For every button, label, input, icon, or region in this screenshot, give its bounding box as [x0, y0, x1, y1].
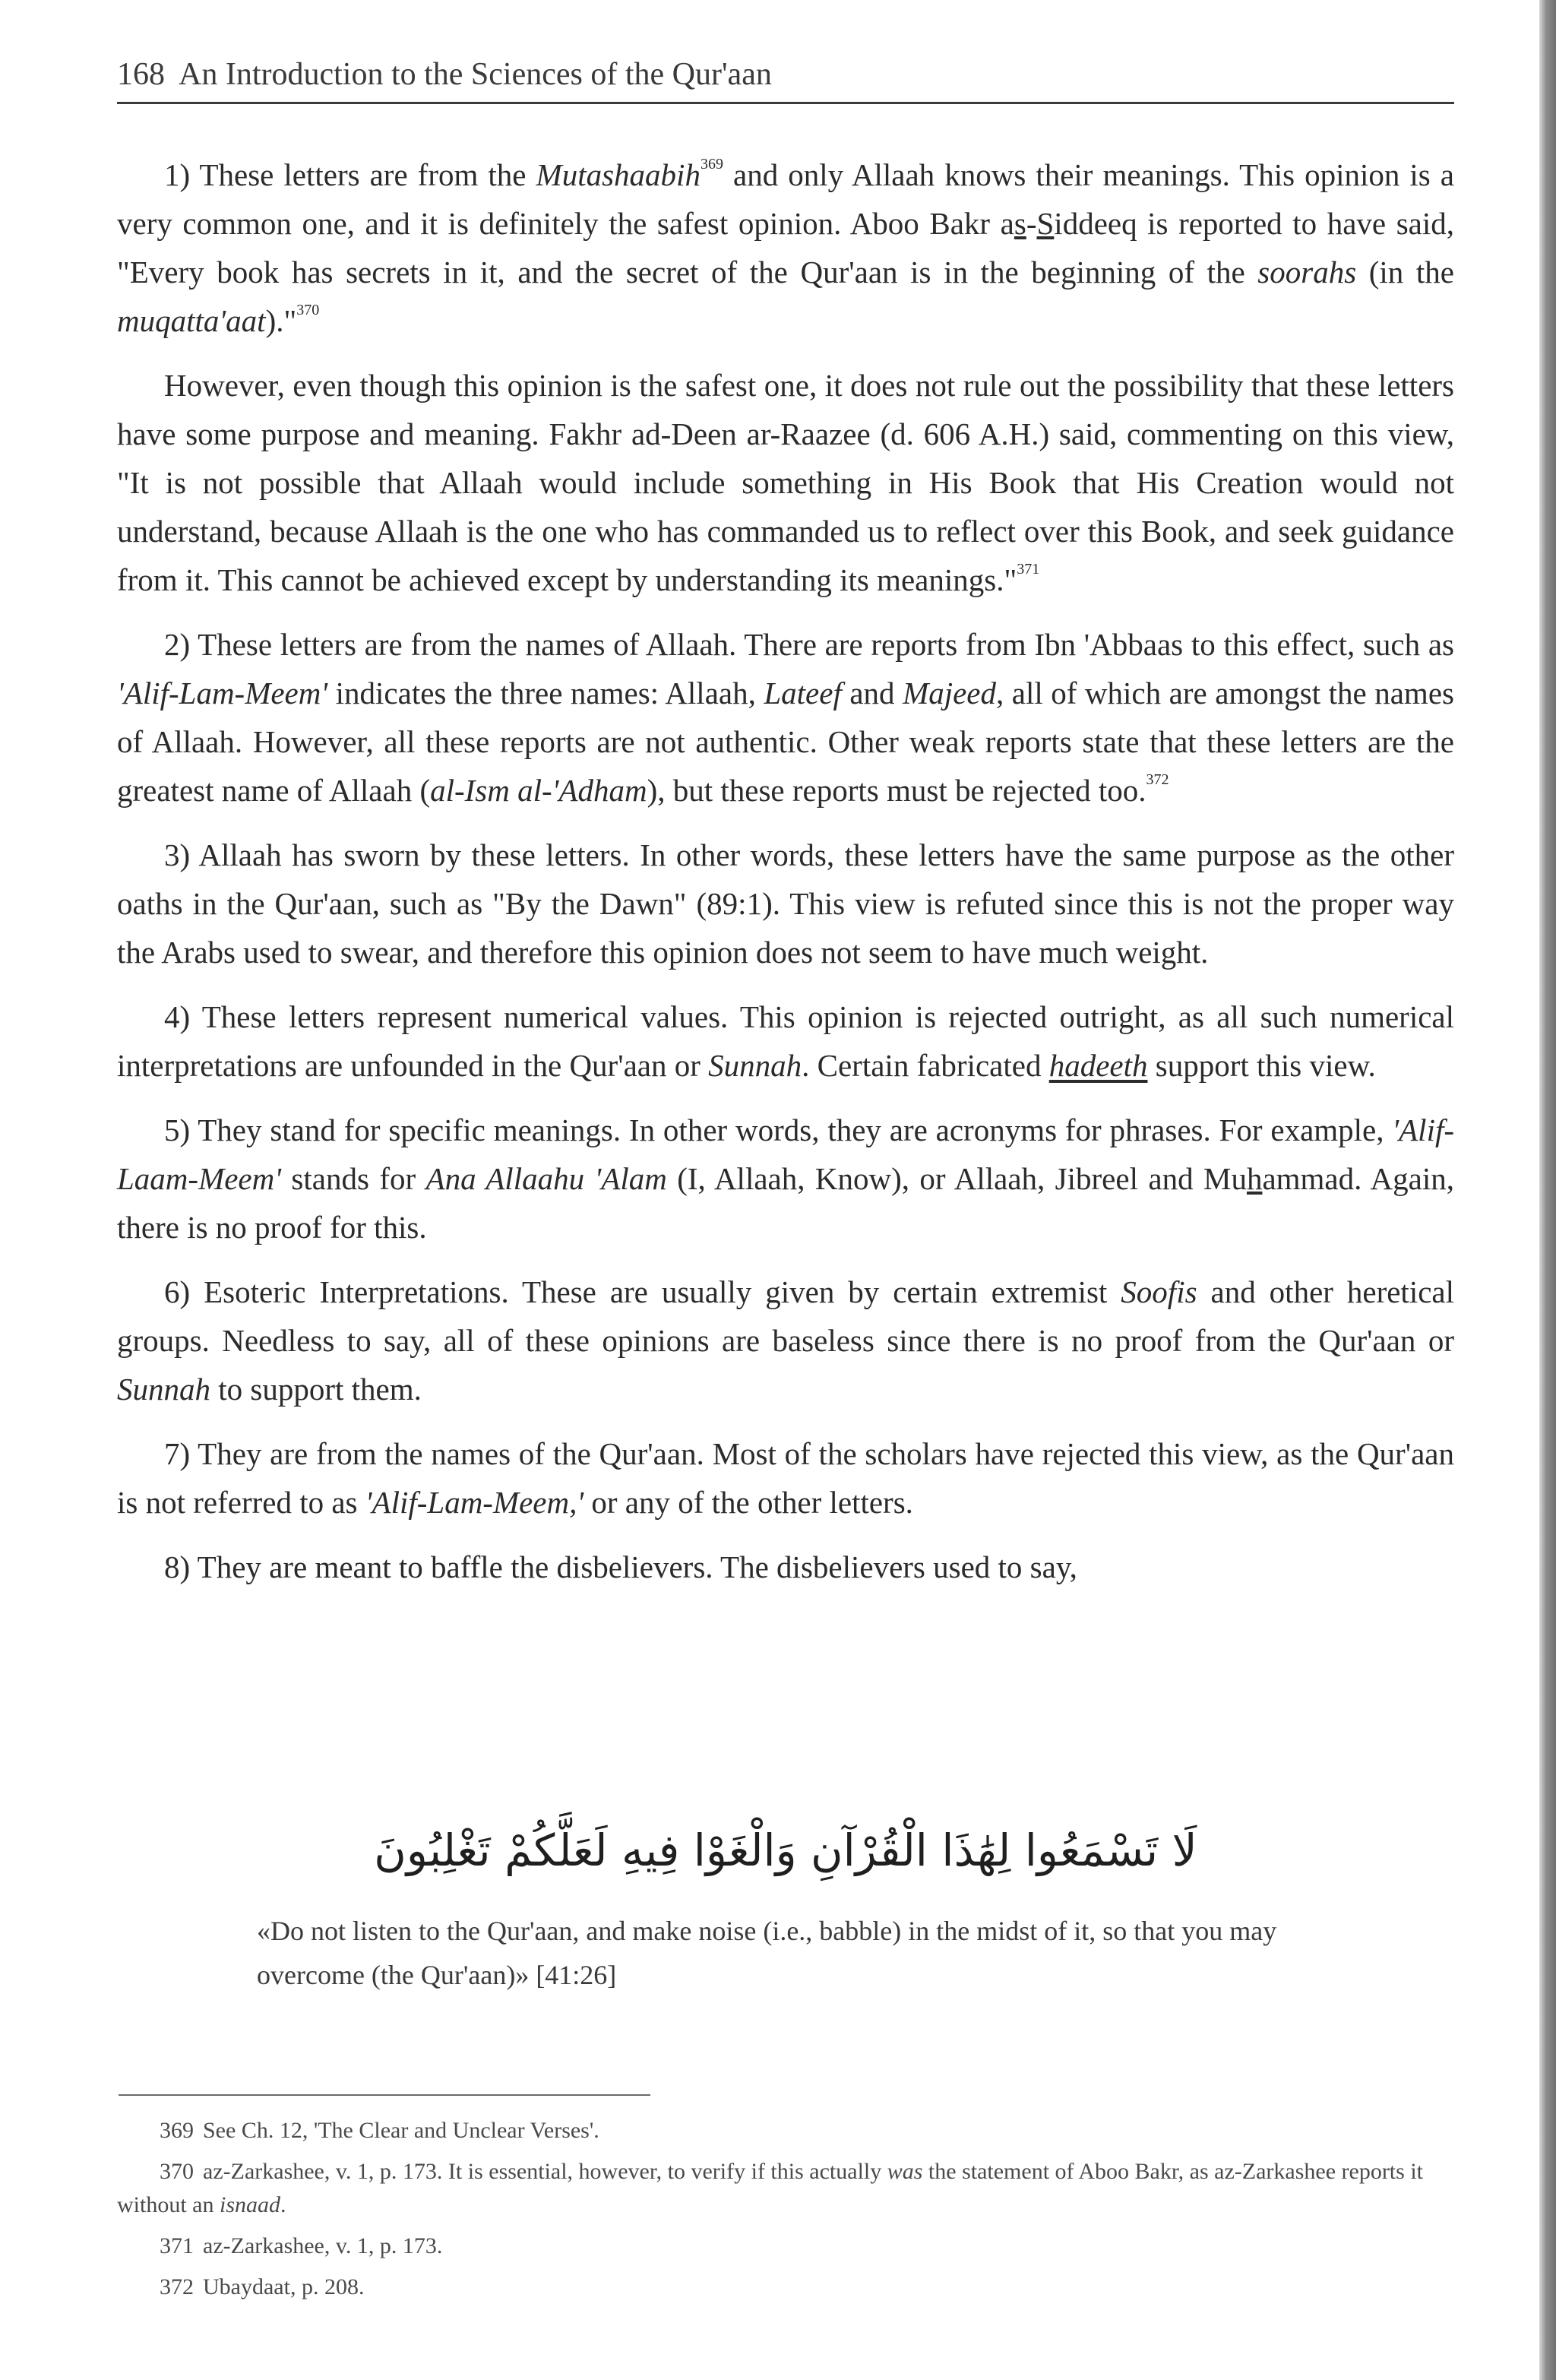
term-sunnah: Sunnah	[708, 1048, 802, 1083]
paragraph-7	[117, 1268, 1454, 1413]
text-run: support this view.	[1147, 1048, 1376, 1083]
footnote-ref-370[interactable]: 370	[296, 302, 320, 318]
text-run: and other heretical groups. Needless to say, all of these opinions are baseless since there is no proof from the Qur'aan or	[117, 1274, 1455, 1358]
footnote-number: 372	[160, 2274, 194, 2299]
term-muqattaaat: muqatta'aat	[117, 303, 266, 338]
text-run: or any of the other letters.	[584, 1485, 913, 1520]
page-edge-shadow	[1539, 0, 1556, 2380]
text-run: 3) Allaah has sworn by these letters. In other words, these letters have the same purpose as the other oaths in the Qur'aan, such as "By the Dawn" (89:1). This view is refuted since this is not the proper way the Arabs used to swear, and therefore this opinion does not seem to have much weight.	[117, 837, 1454, 970]
text-run: hadeeth	[1048, 1048, 1148, 1083]
footnote-ref-371[interactable]: 371	[1017, 561, 1040, 578]
text-run: stands for	[281, 1161, 426, 1196]
footnote-number: 370	[160, 2159, 194, 2184]
quran-verse-arabic: لَا تَسْمَعُوا لِهَٰذَا الْقُرْآنِ وَالْغَوْا فِيهِ لَعَلَّكُمْ تَغْلِبُونَ	[374, 1825, 1197, 1876]
term-al-ism-al-adham: al-Ism al-'Adham	[430, 773, 647, 808]
text-run: s	[1014, 206, 1026, 241]
footnote-number: 371	[160, 2233, 194, 2258]
term-soofis: Soofis	[1121, 1274, 1197, 1309]
paragraph-1: 1) These letters are from the Mutashaabih$^{369}$ and only Allaah knows their meanings. This opinion is a very common one, and it is definitely the safest opinion. Aboo Bakr as-Siddeeq is reported to have said, "Every book has secrets in it, and the secret of the Qur'aan is in the beginning of the soorahs (in the muqatta'aat)."$^{370}$	[117, 156, 1454, 338]
text-run: h	[1246, 1161, 1263, 1196]
text-run: 7) They are from the names of the Qur'aan. Most of the scholars have rejected this view, as the Qur'aan is not referred to as	[117, 1436, 1454, 1520]
footnote-divider	[119, 2094, 650, 2096]
text-run: ammad. Again, there is no proof for this.	[117, 1161, 1454, 1245]
text-run: 2) These letters are from the names of Allaah. There are reports from Ibn 'Abbaas to this effect, such as	[164, 627, 1454, 662]
text-run: and only Allaah knows their meanings. This opinion is a very common one, and it is definitely the safest opinion. Aboo Bakr a	[117, 157, 1454, 241]
text-run: , all of which are amongst the names of Allaah. However, all these reports are not authentic. Other weak reports state that these letters are the greatest name of Allaah (	[117, 676, 1454, 808]
footnote-text: .	[280, 2192, 286, 2217]
page-number: 168	[117, 57, 165, 92]
term-alif-laam-meem: 'Alif-Laam-Meem'	[117, 1112, 1454, 1196]
footnote-371	[117, 2230, 1454, 2263]
text-run: 6) Esoteric Interpretations. These are usually given by certain extremist	[164, 1274, 1121, 1309]
paragraph-4	[117, 831, 1454, 976]
text-run: S	[1036, 206, 1055, 241]
text-run: However, even though this opinion is the safest one, it does not rule out the possibility that these letters have some purpose and meaning. Fakhr ad-Deen ar-Raazee (d. 606 A.H.) said, commenting on this view, "It is not possible that Allaah would include something in His Book that His Creation would not understand, because Allaah is the one who has commanded us to reflect over this Book, and seek guidance from it. This cannot be achieved except by understanding its meanings."	[117, 368, 1454, 597]
main-text	[117, 150, 1454, 1607]
text-run: ), but these reports must be rejected too.	[647, 773, 1146, 808]
term-sunnah: Sunnah	[117, 1372, 210, 1407]
text-run: indicates the three names: Allaah,	[327, 676, 764, 711]
footnote-text: az-Zarkashee, v. 1, p. 173.	[203, 2233, 443, 2258]
term-alif-lam-meem: 'Alif-Lam-Meem'	[117, 676, 328, 711]
term-mutashaabih: Mutashaabih	[536, 157, 701, 192]
footnote-372	[117, 2271, 1454, 2304]
text-run: (I, Allaah, Know), or Allaah, Jibreel and Mu	[666, 1161, 1247, 1196]
verse-translation: «Do not listen to the Qur'aan, and make noise (i.e., babble) in the midst of it, so that you may overcome (the Qur'aan)» [41:26]	[257, 1916, 1277, 1990]
footnote-369	[117, 2114, 1454, 2147]
term-ana-allaahu-alam: Ana Allaahu 'Alam	[425, 1161, 667, 1196]
paragraph-5	[117, 992, 1454, 1090]
book-title: An Introduction to the Sciences of the Qur'aan	[179, 57, 772, 92]
footnote-ref-372[interactable]: 372	[1146, 771, 1169, 788]
text-run: to support them.	[210, 1372, 422, 1407]
term-majeed: Majeed	[903, 676, 997, 711]
term-hadeeth	[1049, 1048, 1148, 1083]
paragraph-9	[117, 1543, 1454, 1591]
footnote-emphasis: was	[887, 2159, 923, 2184]
paragraph-8	[117, 1429, 1454, 1527]
footnote-emphasis: isnaad	[220, 2192, 281, 2217]
footnotes	[117, 2114, 1454, 2312]
text-run: (in the	[1356, 255, 1454, 290]
footnote-text: the statement of Aboo Bakr, as az-Zarkashee reports it without an	[117, 2159, 1423, 2217]
running-header	[117, 53, 1454, 104]
text-run: 4) These letters represent numerical values. This opinion is rejected outright, as all such numerical interpretations are unfounded in the Qur'aan or	[117, 999, 1454, 1083]
footnote-text: See Ch. 12, 'The Clear and Unclear Verses'.	[203, 2118, 599, 2143]
paragraph-3	[117, 620, 1454, 815]
footnote-text: Ubaydaat, p. 208.	[203, 2274, 365, 2299]
text-run: 1) These letters are from the	[164, 157, 536, 192]
paragraph-6	[117, 1106, 1454, 1252]
text-run: 5) They stand for specific meanings. In other words, they are acronyms for phrases. For example,	[164, 1112, 1393, 1147]
footnote-370	[117, 2155, 1454, 2222]
footnote-number: 369	[160, 2118, 194, 2143]
text-run: 8) They are meant to baffle the disbelievers. The disbelievers used to say,	[164, 1549, 1077, 1584]
paragraph-2	[117, 361, 1454, 604]
term-lateef: Lateef	[764, 676, 842, 711]
text-run: iddeeq is reported to have said, "Every book has secrets in it, and the secret of the Qur'aan is in the beginning of the	[117, 206, 1454, 290]
footnote-ref-369[interactable]: 369	[700, 156, 723, 172]
term-alif-lam-meem: 'Alif-Lam-Meem,'	[365, 1485, 584, 1520]
text-run: )."	[265, 303, 297, 338]
term-soorahs: soorahs	[1257, 255, 1357, 290]
text-run: and	[841, 676, 903, 711]
footnote-text: az-Zarkashee, v. 1, p. 173. It is essential, however, to verify if this actually	[203, 2159, 887, 2184]
text-run: . Certain fabricated	[802, 1048, 1049, 1083]
